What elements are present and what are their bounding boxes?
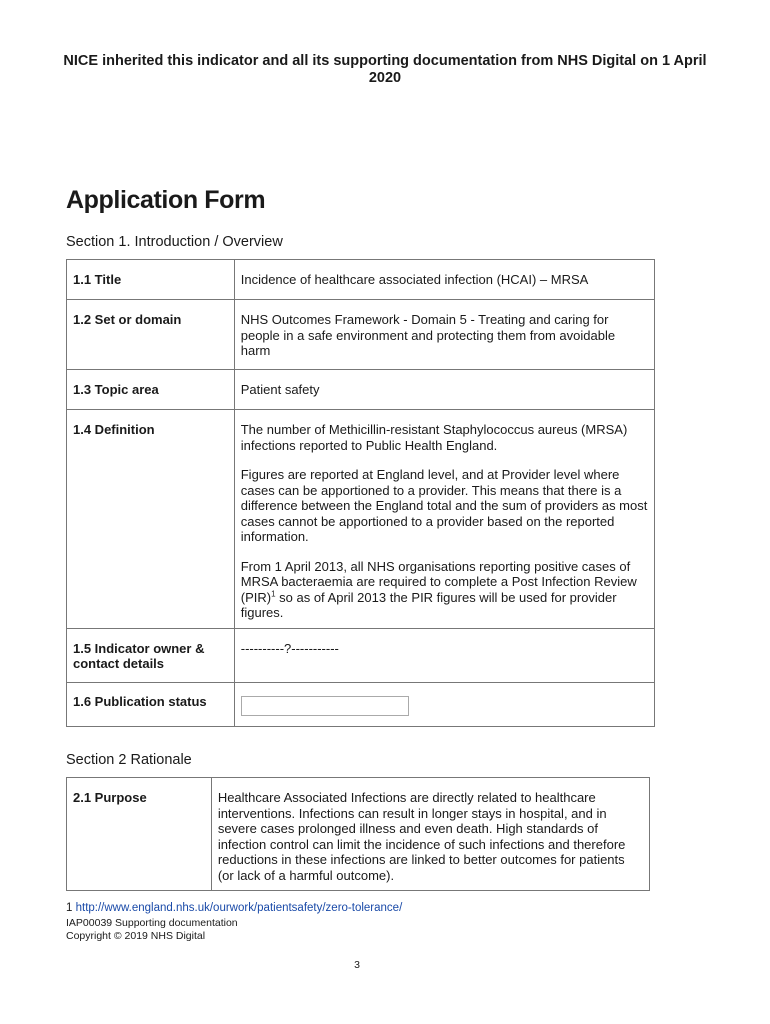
definition-text-tail: so as of April 2013 the PIR figures will be used for provider figures.: [240, 589, 617, 620]
row-value: Healthcare Associated Infections are directly related to healthcare interventions. Infections can result in longer stays in hospital, and in severe cases prolonged illness and even death. High standards of infection control can limit the incidence of such infections and therefore reductions in these infections are linked to better outcomes for patients (or lack of a harmful outcome).: [211, 778, 649, 891]
table-row-publication-status: [67, 682, 655, 727]
table-row-indicator-owner: [67, 628, 655, 682]
section-2-table: [66, 777, 650, 891]
section-1-table: [66, 259, 655, 727]
copyright-notice: Copyright © 2019 NHS Digital: [66, 930, 206, 942]
row-value: ----------?-----------: [234, 628, 654, 682]
footnote-marker: 1: [271, 589, 276, 599]
section-2-heading: Section 2 Rationale: [66, 752, 192, 768]
row-value: NHS Outcomes Framework - Domain 5 - Treating and caring for people in a safe environment and protecting them from avoidable harm: [234, 300, 654, 370]
footnote-number: 1: [66, 902, 73, 914]
row-value: [234, 410, 654, 629]
row-label: 1.1 Title: [67, 260, 235, 300]
row-value: [234, 682, 654, 727]
row-value: Incidence of healthcare associated infection (HCAI) – MRSA: [234, 260, 654, 300]
page-title: Application Form: [66, 186, 266, 214]
table-row-set-or-domain: [67, 300, 655, 370]
row-label: 1.4 Definition: [67, 410, 235, 629]
definition-paragraph: The number of Methicillin-resistant Staphylococcus aureus (MRSA) infections reported to Public Health England.: [240, 422, 628, 453]
row-label: 2.1 Purpose: [67, 778, 212, 891]
definition-paragraph: Figures are reported at England level, and at Provider level where cases can be apportioned to a provider. This means that there is a difference between the England total and the sum of providers as most cases cannot be apportioned to a provider based on the reported information.: [240, 467, 648, 544]
section-1-heading: Section 1. Introduction / Overview: [66, 234, 283, 250]
footnote: [66, 902, 402, 915]
page-number: 3: [354, 959, 360, 971]
row-value: Patient safety: [234, 370, 654, 410]
table-row-purpose: [67, 778, 650, 891]
definition-text: From 1 April 2013, all NHS organisations reporting positive cases of MRSA bacteraemia are required to complete a Post Infection Review (PIR): [240, 558, 637, 605]
row-label: 1.3 Topic area: [67, 370, 235, 410]
row-label: 1.2 Set or domain: [67, 300, 235, 370]
table-row-topic-area: [67, 370, 655, 410]
row-label: 1.5 Indicator owner & contact details: [67, 628, 235, 682]
table-row-definition: [67, 410, 655, 629]
row-label: 1.6 Publication status: [67, 682, 235, 727]
footnote-link[interactable]: http://www.england.nhs.uk/ourwork/patientsafety/zero-tolerance/: [75, 902, 403, 914]
document-reference: IAP00039 Supporting documentation: [66, 917, 238, 929]
table-row-title: [67, 260, 655, 300]
nice-notice: NICE inherited this indicator and all its supporting documentation from NHS Digital on 1 April 2020: [63, 53, 707, 86]
publication-status-field[interactable]: [241, 696, 409, 716]
definition-paragraph: [241, 559, 648, 621]
